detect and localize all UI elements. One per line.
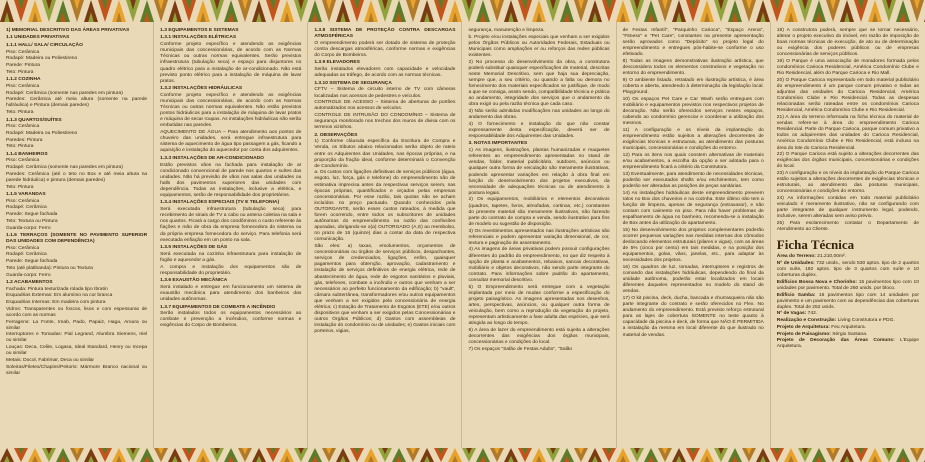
paragraph: 15) No desenvolvimento dos projetos complementares poderão ocorrer pequenas variações nas medidas internas dos cômodos deslocando elementos estruturais (pilares e vigas), com as áreas de 5% (cinco por cento) em tais medidas, e na posição dos equipamentos, golas, vãos, janelas, etc., para adaptar às necessidades dos projetos. (622, 227, 764, 264)
paragraph: Serão instalados todos os equipamentos necessários ao combate e prevenção a incêndios, conforme normas e exigências do Corpo de Bombeiros. (160, 311, 302, 329)
paragraph: Teto: Pintura (6, 69, 34, 75)
paragraph: Parede: Segue fachada (6, 259, 58, 265)
section-heading: 1.1.2 COZINHA (6, 77, 41, 83)
paragraph: 24) As informações contidas em todo material publicitário veiculado é meramente ilustrativo, não se configurando com parte integrante de qualquer instrumento legal, podendo, inclusive, serem alteradas sem aviso prévio. (776, 196, 919, 220)
paragraph: Parede: Segue fachada (6, 212, 58, 218)
section-heading: 1.3.8 SISTEMA DE PROTEÇÃO CONTRA DESCARGAS ATMOSFÉRICAS (314, 28, 456, 40)
paragraph: Teto (até platibanda): Pintura ou Textura (6, 265, 93, 271)
paragraph: Conforme projeto específico e atendendo as exigências municipais das concessionárias, de acordo com as Normas Técnicas ou outras normas equivalentes. Serão previstos infraestrutura (tubulação seca) e espaço para disjuntores no quadro elétrico para a instalação de ar-condicionado. Não está previsto ponto elétrico para a instalação de máquina de lavar pratos. (160, 42, 302, 84)
paragraph: Piso: Cerâmica (6, 245, 40, 251)
paragraph: 17) O kit piscina, deck, ducha, bancada e churrasqueira não são parte integrante do contrato e serão oferecidos no Flex. No andamento do empreendimento. Está previsto reforço estrutural para as lajes de cobertura SOMENTE no teste quanto à capacidade da piscina e deck, de forma que NÃO É PERMITIDA a instalação da mesma em local diferente do que ilustrado no material de vendas. (622, 295, 764, 338)
paragraph: 2) No processo do desenvolvimento da obra, a construtora poderá substituir quaisquer especificações de material, descritas neste Memorial Descritivo, sem que haja sua depreciação, sempre que, a seu critério, ou quando a falta ou demora no fornecimento dos materiais especificados se justifique, de modo a que se consiga, assim sendo, compatibilidade técnica e prática ao andamento, integridade dos serviços que o andamento da obra exigir ou pela razão técnica que cada caso. (468, 59, 610, 108)
ficha-row-label: Projeto de Arquitetura: (776, 324, 830, 330)
column-3 (308, 22, 462, 448)
ficha-tecnica (777, 237, 919, 350)
paragraph: 21) A área do terreno informada na ficha técnica do material de vendas refere-se à área do empreendimento Carioca Residencial. Parte do Parque Carioca, parque comum privativo a todos os adquirentes das unidades do Carioca Residencial, América Condomínio Clube e Rio Residencial, está incluso na área do lote do Carioca Residencial. (776, 115, 919, 151)
paragraph: AQUECIMENTO DE ÁGUA – Para atendimento aos pontos de chuveiro das unidades, será entregue infraestrutura para sistema de aquecimento de água tipo passagem a gás, ficando a aquisição e instalação do aquecedor por conta dos adquirentes. (160, 130, 302, 154)
paragraph: Rodapé: Cerâmica (somente nas paredes em pintura) (6, 90, 123, 96)
section-heading: 1.1.5 VARANDAS (6, 192, 46, 198)
paragraph: CONTROLE DE INTRUSÃO DO CONDOMÍNIO – Sistema de segurança monitorado nos trechos dos muros de divisa com os terrenos vizinhos. (314, 112, 456, 131)
paragraph: Teto: Pintura (6, 110, 34, 116)
paragraph: Ferragens: La Fonte, Imab, Pado, Papaiz, Haga, Aroura ou similar (6, 319, 148, 331)
top-decorative-pattern (0, 0, 925, 22)
paragraph: 23) A configuração e os níveis da implantação do Parque Carioca estão sujeitos a alterações decorrentes de exigências técnicas e estruturais, ao atendimento das posturas municipais, concessionárias e condições do entorno. (776, 171, 919, 195)
paragraph: Rodapé: Cerâmica (6, 205, 47, 211)
ficha-row-value: L'Equipe Arquitetura. (776, 338, 919, 350)
paragraph: de Festas Infantil", "Parquinho Carioca", "Espaço Arena", "Fitness" e "Pet Care", constantes na presente apresentação serão aprovados como "Depósito" no projeto legal do empreendimento e entregues pós-habite-se conforme o uso efetivado. (622, 28, 764, 58)
paragraph: 1) As imagens, ilustrações, plantas humanizadas e maquetes referentes ao empreendimento apresentadas no stand de vendas, folder, material publicitário, outdoors, anúncios ou qualquer outra forma de veiculação são meramente ilustrativas, podendo apresentar variações em relação à obra final em função do desenvolvimento dos projetos executivos, da necessidade de adequações técnicas ou de atendimento à postura legais. (468, 148, 610, 196)
paragraph: 9) O ambiente listado, retratado em ilustração artística, é área coberta e aberta, atendendo à determinação da legislação local. Playground. (622, 77, 764, 96)
ficha-row (777, 318, 919, 324)
ficha-row-label: Projeto de Paisagismo: (776, 331, 831, 337)
ficha-row-value: 732 unids., sendo 530 aptos. tipo de 2 quartos com suíte, 192 aptos. tipo de 3 quartos com suíte e 10 coberturas duplex. (776, 260, 919, 279)
paragraph: Esquadrias Externas: Em alumínio na cor branca (6, 293, 113, 299)
ficha-row-label: Área do Terreno: (776, 254, 816, 260)
section-heading: 1.3.6 EXAUSTÃO MECÂNICA (160, 278, 228, 284)
ficha-row (777, 280, 919, 292)
ficha-row-label: Edifícios Bossa Nova e Chorinho: (776, 279, 858, 285)
bottom-decorative-pattern (0, 448, 925, 462)
section-heading: 1.1.1 HALL/ SALA/ CIRCULAÇÃO (6, 42, 83, 48)
paragraph: Piso: Cerâmica (6, 83, 40, 89)
ficha-row-value: Feu Arquitetura. (829, 324, 867, 330)
paragraph: A compra e instalação dos equipamentos são de responsabilidade do proprietário. (160, 264, 302, 276)
paragraph: Rodapé: Madeira ou Poliestireno (6, 130, 78, 136)
paragraph: Interruptores e Tomadas: Pial Legrand, Alumbra Siemens, Iriel ou similar (6, 332, 148, 344)
paragraph: 7) Os espaços "Salão de Festas Adulto", "Salão (468, 346, 573, 352)
ficha-row-value: 21.210,00m². (815, 254, 847, 260)
paragraph: 8) Todas as imagens demonstrativas ilustração artística, que desconsidera todos os elementos construtivos e vegetação no entorno do empreendimento. (622, 59, 764, 77)
paragraph: Serão instalados elevadores com capacidade e velocidade adequadas ao tráfego, de acordo com as normas técnicas. (314, 67, 456, 79)
paragraph: CFTV – Sistema de circuito interno de TV com câmeras localizadas nos acessos de pedestres e veículos. (314, 87, 456, 99)
paragraph: 20) O Parque Carioca representado em todo material publicitário do empreendimento é um parque comum privativo e todas as adjuntas das unidades do Carioca Residencial, América Condomínio Clube e Rio Residencial. Todas as despesas relacionadas serão rateadas entre os condomínios Carioca Residencial, América Condomínio Clube e Rio Residencial. (776, 77, 919, 114)
column-1 (0, 22, 154, 448)
ficha-row-label: Realização e Construção: (776, 318, 837, 324)
paragraph: CONTROLE DE ACESSO – Sistema de aberturas de portões automatizados nos acessos de veículos. (314, 100, 456, 112)
section-heading: 3. NOTAS IMPORTANTES (468, 141, 528, 147)
ficha-row-label: Nº de Unidades: (776, 260, 815, 266)
section-heading: 1.3.9 ELEVADORES (314, 60, 360, 66)
paragraph: Paredes: Pintura (6, 137, 43, 143)
paragraph: Vidros: Transparentes ou foscos, lisos e com espessuras de acordo com as normas (6, 306, 148, 318)
paragraph: 14) As instalações hidráulicas deste empreendimento preveem ralos no Box dos chuveiros e na cozinha. Este último não tem a função de limpeza, apenas de segurança (extravasor), e não contam com caimento no piso. Para não haver problemas de espalhamento de água no banheiro, recomenda-se a instalação de Box antes da utilização do apartamento. (622, 190, 764, 227)
paragraph: 4) As imagens de áreas privativas podem possuir configurações diferentes do padrão do empreendimento, no que diz respeito à opção de planta e acabamentos, rebaixos, sancas decorativas, mobiliário e objetos decorativos, não sendo parte integrante do contrato. Para informações sobre padrão do apartamento, consultar memorial descritivo. (468, 247, 610, 283)
paragraph: b. Projeto e/ou instalações especiais que venham a ser exigidos pelos Órgãos Públicos ou Autoridades Federais, Estaduais ou Municipais como ampliações e/ ou reforços das redes públicas existentes. (468, 34, 610, 58)
paragraph: 2) Os equipamentos, mobiliários e elementos decorativos (quadros, tapetes, livros, almofadas, cortinas, etc.) constantes do presente material são meramente ilustrativos, não fazendo parte do contrato de compra e venda, sendo ilustrativo para fins de modelo ou sugestão de disposição. (468, 197, 610, 227)
ficha-row (777, 325, 919, 331)
paragraph: 18) A construtora poderá, sempre que se tornar necessário, alterar o projeto executivo do imóvel, em razão de imposição de boas normas técnicas de execução, de ato ou de determinação ou exigência dos poderes públicos ou de empresas concessionárias de serviços públicos. (776, 28, 919, 58)
paragraph: 4) O fornecimento e instalação do que não constar expressamente desta especificação, deverá ser de responsabilidade dos Adquirentes das Unidades. (468, 121, 610, 139)
paragraph: 11) A configuração e os níveis da implantação do empreendimento estão sujeitos a alterações decorrentes de exigências técnicas e estruturais, ao atendimento das posturas municipais, concessionárias e condições do entorno. (622, 127, 764, 152)
paragraph: Esquadrias Internas: Em madeira com pintura (6, 300, 106, 306)
paragraph: São eles: a) taxas, emolumentos, orçamentos de concessionárias ou órgãos de serviços públicos, despachantes, serviços de credenciados, ligações, enfim, quaisquer pagamentos para obtenção, aprovação, cadastramento e instalação de serviços definitivos de energia elétrica, rede de abastecimento de água, rede de esgotos sanitários e pluviais, gás, telefones, combate a incêndio e outros que venham a ser necessários ao perfeito funcionamento da edificação; b) "vault", câmara subterrânea, transformadores e/ou outros equipamentos que venham a ser exigidos pela concessionária de energia elétrica; c) Estação de Tratamento de Esgotos (ETE) e/ou outros dispositivos que venham a ser exigidos pelas Concessionárias e outros Órgãos Públicos; d) Gastos com assembleias de instalação do condomínio ou de unidades; e) Gastos iniciais com porteiros, vigias, (314, 244, 456, 335)
column-6-notes (777, 28, 919, 233)
paragraph: Rodapé: Madeira ou Poliestireno (6, 56, 78, 62)
pattern-svg (0, 448, 925, 462)
paragraph: Louças: Deca, Celite, Logasa, Ideal Standard, Henry ou Incepa ou similar (6, 345, 148, 357)
ficha-row-value: 16 pavimentos tipo com 14 unidades por pavimento e um pavimento com as dependências das coberturas duplex. Total de 252 unids. (776, 292, 919, 310)
paragraph: Teto: Pintura (6, 184, 34, 190)
ficha-row (777, 338, 919, 350)
paragraph: Fachada: Pintura texturizada rolada tipo Ibratin (6, 286, 108, 292)
paragraph: Piso: Cerâmica (6, 124, 40, 130)
ficha-row-value: 15 pavimentos tipo com 10 unidades por pavimento. Total de 260 unids. por bloco. (776, 279, 919, 291)
ficha-row (777, 293, 919, 311)
section-heading: 1.1.4 BANHEIROS (6, 151, 48, 157)
paragraph: 19) O Parque é uma associação de moradores formada pelos condomínios Carioca Residencial, América Condomínio Clube e Rio Residencial, além do Parque Carioca e Rio Mall. (776, 59, 919, 77)
paragraph: a. Os custos com ligações definitivas de serviços públicos (água, esgoto, luz, força, gás e telefone) do empreendimento são de estimativa imprecisa antes da respectivas serviços serem, nas épocas próprias, quantificados e orçados pelas empresas concessionárias. Por esse razão, tais quotas não se acham incluídos no preço pactuado. Quando conhecidos pela OUTORGANTE, serão esses custos rateados, à medida que forem ocorrendo, entre todos os subscritores de unidades autônomas do empreendimento na razão das confissões apuradas, obrigando-se o(a) OUTORGADO (A,S) ao reembolso, no prazo de 15 (quinze) dias a contar da data de respectiva comunicação. (314, 170, 456, 243)
column-2 (154, 22, 308, 448)
section-heading: 1.3.7 EQUIPAMENTOS DE COMBATE A INCÊNDIO (160, 304, 276, 310)
section-heading: 1.3.3 INSTALAÇÕES DE AR-CONDICIONADO (160, 155, 264, 161)
paragraph: Piso: Cerâmica (6, 158, 40, 164)
paragraph: 25) Para esclarecimento contatar o Departamento de Atendimento ao Cliente. (776, 221, 919, 233)
paragraph: 6) A área de lazer do empreendimento está sujeita a alterações decorrentes das exigências dos órgãos municipais, concessionárias e condições do local. (468, 327, 610, 346)
section-heading: 1) MEMORIAL DESCRITIVO DAS ÁREAS PRIVATIVAS (6, 28, 130, 33)
ficha-row-label: Projeto de Decoração das Áreas Comuns: (776, 338, 895, 344)
section-heading: 2. OBSERVAÇÕES (314, 132, 358, 138)
column-4 (462, 22, 616, 448)
paragraph: Rodapé: Cerâmica (somente nas paredes em pintura) (6, 165, 123, 171)
ficha-row (777, 332, 919, 338)
ficha-row-label: Edifício Samba: (776, 292, 816, 298)
paragraph: 10) Os espaços Pet Care e Car Wash serão entregues com mobiliário e equipamentos previstos nos respectivos projetos de decoração. Não serão oferecidos serviços nestes espaços, cabendo ao condomínio gerenciar e coordenar a utilização dos mesmos. (622, 96, 764, 127)
paragraph: Teto: Textura ou Pintura (6, 218, 58, 224)
paragraph: Paredes: Cerâmica (até o teto no Box e até meia altura na parede hidráulica) e pintura (demais paredes) (6, 171, 148, 183)
paragraph: Metais: Docol, Fabrimar, Deca ou similar (6, 357, 95, 363)
section-heading: 1.3.2 INSTALAÇÕES HIDRÁULICAS (160, 86, 243, 92)
ficha-row-value: Sérgio Santana. (830, 331, 868, 337)
section-heading: 1.1.6 TERRAÇOS (SOMENTE NO PAVIMENTO SUPERIOR DAS UNIDADES COM DEPENDÊNCIA) (6, 233, 148, 245)
ficha-row-value: Living Construtora e PDG. (836, 318, 895, 324)
paragraph: 22) O Parque Carioca está sujeito a alterações decorrentes das exigências dos órgãos municipais, concessionárias e condições do local. (776, 152, 919, 170)
paragraph: 12) Para os itens nos quais constem alternativas de materiais e/ou acabamentos, a escolha da opção a ser adotada para o empreendimento ficará a critério da Construtora. (622, 152, 764, 171)
pattern-svg (0, 0, 925, 22)
paragraph: 3) Não serão admitidas modificações nas unidades ao longo do andamento das obras. (468, 109, 610, 121)
paragraph: Paredes: Cerâmica até meia altura (somente na parede hidráulica) e Pintura (demais paredes) (6, 97, 148, 109)
section-heading: 1.1.3 QUARTOS/SUÍTES (6, 117, 62, 123)
paragraph: O empreendimento poderá ser dotado de sistema de proteção contra descargas atmosféricas, conforme normas e exigências do Corpo de Bombeiros. (314, 40, 456, 58)
paragraph: Piso: Cerâmica (6, 49, 40, 55)
section-heading: 1.1 UNIDADES PRIVATIVAS (6, 35, 70, 41)
paragraph: Guarda-corpo: Ferro (6, 225, 51, 231)
section-heading: 1.2 ACABAMENTOS (6, 280, 53, 286)
paragraph: Será instalado e entregue em funcionamento um sistema de exaustão mecânica para atendimento dos banheiros das unidades autônomas. (160, 284, 302, 303)
paragraph: Será executada infraestrutura (tubulação seca) para recebimento de sinais de TV a cabo ou antena coletiva na sala e nos quartos. Ficará a cargo dos condôminos o custo referente às fiações e mão de obra da empresa fornecedora do sistema ou da própria empresa fornecedora do serviço. Para telefonia será executada enfiação em um ponto na sala. (160, 207, 302, 243)
ficha-row (777, 254, 919, 260)
column-6 (771, 22, 925, 448)
paragraph: Estão previstos vãos na fachada para instalação de ar condicionado convencional de parede nos quartos e suítes das unidades. Não há previsão de vãos nas salas das unidades ou halls dos pavimentos superiores das unidades com dependência. Todas as instalações, inclusive a elétrica, e equipamentos, serão de responsabilidade dos proprietários. (160, 162, 302, 198)
paragraph: Conforme projeto específico e atendendo as exigências municipais das concessionárias, de acordo com as Normas Técnicas ou outras normas equivalentes. Não estão previstos pontos hidráulicos para a instalação de máquina de lavar pratos e máquina de secar roupas. As instalações hidráulicas não serão embutidas nas paredes. (160, 92, 302, 129)
section-heading: 1.3.1 INSTALAÇÕES ELÉTRICAS (160, 35, 237, 41)
ficha-tecnica-title: Ficha Técnica (776, 237, 855, 253)
ficha-tecnica-rows (777, 254, 919, 350)
paragraph: 13) Eventualmente, para atendimento de necessidades técnicas, poderão ser executados shafts e/ou enchimentos, tem como poderão ser alteradas as posições de peças sanitárias. (622, 171, 764, 189)
section-heading: 1.3.10 SISTEMA DE SEGURANÇA (314, 80, 392, 86)
column-5 (617, 22, 771, 448)
ficha-row (777, 261, 919, 279)
text-columns (0, 22, 925, 448)
paragraph: 5) O Empreendimento será entregue com a vegetação implantada por meio de mudas conforme a especificação do projeto paisagístico. As imagens apresentadas nos desenhos, artes, perspectivas, anúncios, ou qualquer outra forma de veiculação, bem como a reprodução da vegetação do projeto, representam artisticamente a fase adulta das espécies, que será atingida ao longo do tempo. (468, 284, 610, 327)
section-heading: 1.3.4 INSTALAÇÕES ESPECIAIS (TV E TELEFONIA) (160, 200, 280, 206)
paragraph: Soleiras/Filetes/Chapins/Peitoris: Mármore Branco nacional ou similar (6, 364, 148, 376)
paragraph: segurança, manutenção e limpeza. (468, 28, 545, 33)
section-heading: 1.3 EQUIPAMENTOS E SISTEMAS (160, 28, 239, 33)
paragraph: Parede: Pintura (6, 63, 40, 69)
ficha-row (777, 311, 919, 317)
section-heading: 1.3.5 INSTALAÇÕES DE GÁS (160, 245, 228, 251)
paragraph: Guarda-corpo: Ferro (6, 272, 51, 278)
ficha-row-label: Nº de Vagas: (776, 311, 807, 317)
paragraph: Teto: Pintura (6, 144, 34, 150)
paragraph: 3) Os revestimentos apresentados nas ilustrações artísticas são referenciais e podem apresentar variação dimensional, de cor, textura e paginação de assentamento. (468, 228, 610, 246)
paragraph: 1) Conforme cláusula específica da Escritura de Compra e Venda, os tributos abaixo relacionados serão objeto de rateio entre os Adquirentes das Unidades, nas épocas próprias, e na proporção da fração ideal, conforme determinará o Convenção de Condomínio. (314, 139, 456, 169)
paragraph: Rodapé: Cerâmica (6, 252, 47, 258)
paragraph: Será executada na cozinha infraestrutura para instalação de fogão e aquecedor a gás. (160, 251, 302, 263)
ficha-row-value: 742. (806, 311, 818, 317)
paragraph: 16) Os quadros de luz, tomadas, interruptores e registros de comando das instalações hidráulicas, dependendo do final da unidade autônoma, poderão estar localizados em locais diferentes daqueles representados no modelo do stand de vendas. (622, 264, 764, 295)
paragraph: Piso: Cerâmica (6, 198, 40, 204)
